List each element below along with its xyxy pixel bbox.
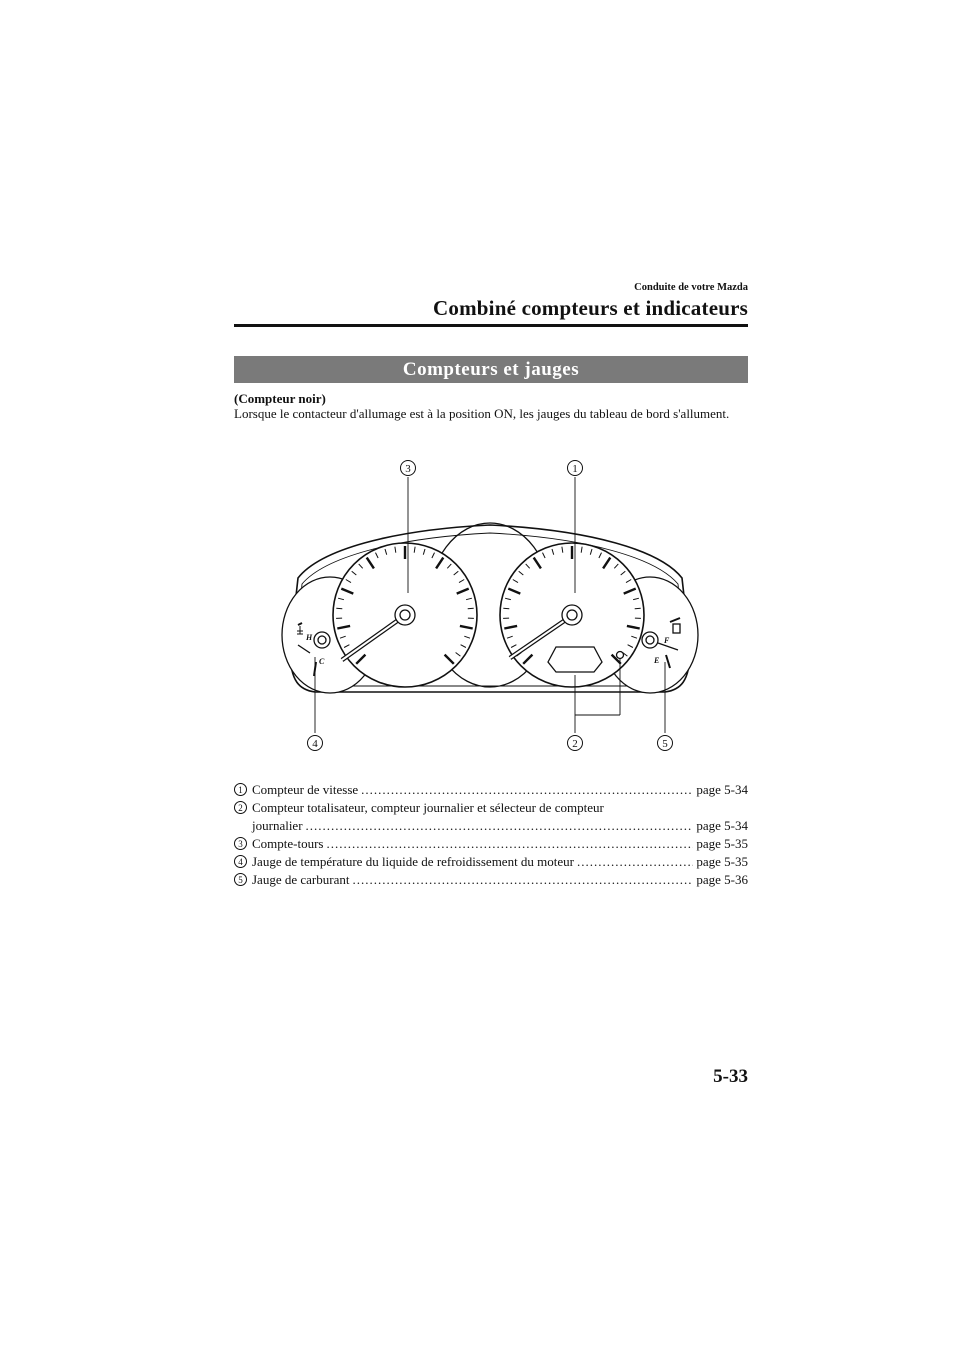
- leader-dots: [352, 872, 693, 888]
- page-reference: page 5-34: [696, 782, 748, 797]
- topic-banner: Compteurs et jauges: [234, 356, 748, 383]
- dial-tick: [336, 608, 342, 609]
- legend-item-fuel-gauge: [234, 870, 748, 888]
- header-rule: [234, 324, 748, 327]
- legend-number: 4: [234, 855, 247, 868]
- fuel-empty-letter: E: [654, 656, 660, 665]
- legend-label-continued: journalier: [252, 818, 303, 833]
- page-reference: page 5-35: [696, 836, 748, 851]
- legend-number: 2: [234, 801, 247, 814]
- temp-hot-letter: H: [306, 633, 313, 642]
- speedometer: [500, 543, 644, 687]
- callout-1: [568, 461, 583, 476]
- sub-heading: (Compteur noir): [234, 391, 326, 406]
- legend-item-speedometer: [234, 780, 748, 798]
- page-reference: page 5-34: [696, 818, 748, 833]
- component-legend: [234, 780, 748, 888]
- tachometer: [333, 543, 477, 687]
- legend-item-odometer: [234, 798, 748, 816]
- dial-tick: [468, 608, 474, 609]
- fuel-full-letter: F: [664, 636, 670, 645]
- legend-number: 3: [234, 837, 247, 850]
- svg-text:1: 1: [572, 463, 578, 475]
- svg-text:3: 3: [405, 463, 411, 475]
- legend-item-temperature-gauge: [234, 852, 748, 870]
- legend-label: Compteur totalisateur, compteur journalier et sélecteur de compteur: [252, 800, 604, 815]
- legend-label: Compteur de vitesse: [252, 782, 359, 797]
- leader-dots: [327, 836, 694, 852]
- leader-dots: [577, 854, 693, 870]
- page-reference: page 5-36: [696, 872, 748, 887]
- legend-item-tachometer: [234, 834, 748, 852]
- section-title: Combiné compteurs et indicateurs: [433, 296, 748, 320]
- dial-tick: [635, 608, 641, 609]
- legend-number: 1: [234, 783, 247, 796]
- callout-4: [308, 736, 323, 751]
- legend-item-odometer-continued: [234, 816, 748, 834]
- callout-3: [401, 461, 416, 476]
- svg-text:5: 5: [662, 738, 668, 750]
- legend-label: Jauge de température du liquide de refroidissement du moteur: [252, 854, 575, 869]
- callout-2: [568, 736, 583, 751]
- dial-tick: [503, 608, 509, 609]
- leader-dots: [306, 818, 694, 834]
- callout-5: [658, 736, 673, 751]
- chapter-title: Conduite de votre Mazda: [634, 282, 748, 293]
- legend-label: Compte-tours: [252, 836, 324, 851]
- legend-label: Jauge de carburant: [252, 872, 350, 887]
- page-number: 5-33: [713, 1066, 748, 1087]
- svg-text:2: 2: [572, 738, 578, 750]
- instrument-cluster-illustration: [270, 450, 710, 770]
- temp-cold-letter: C: [319, 657, 325, 666]
- legend-number: 5: [234, 873, 247, 886]
- leader-dots: [361, 782, 693, 798]
- svg-text:4: 4: [312, 738, 318, 750]
- page-reference: page 5-35: [696, 854, 748, 869]
- intro-paragraph: Lorsque le contacteur d'allumage est à la position ON, les jauges du tableau de bord s'allument.: [234, 406, 730, 421]
